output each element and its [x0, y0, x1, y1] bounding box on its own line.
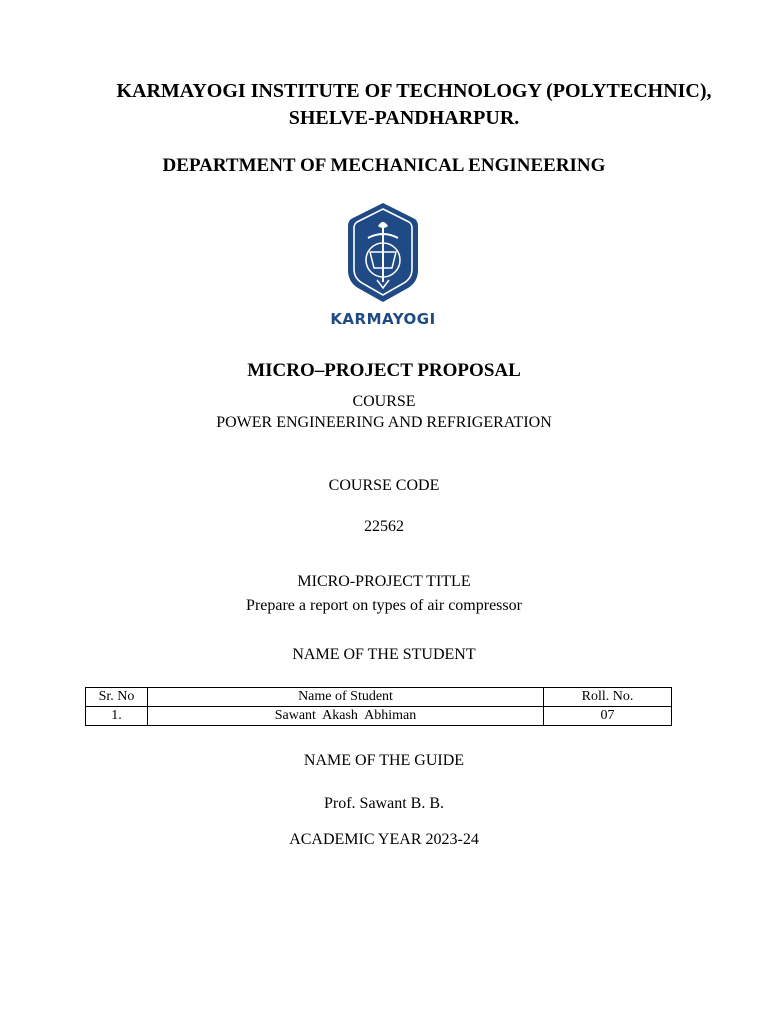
proposal-title: MICRO–PROJECT PROPOSAL — [247, 360, 521, 381]
cell-roll-no: 07 — [544, 707, 672, 726]
table-header-row — [86, 688, 672, 707]
course-label: COURSE — [352, 393, 416, 410]
column-header-sr-no: Sr. No — [86, 688, 148, 707]
course-code-label: COURSE CODE — [328, 477, 440, 494]
project-title-value: Prepare a report on types of air compressor — [246, 597, 522, 614]
shield-emblem-icon — [330, 200, 436, 306]
academic-year: ACADEMIC YEAR 2023-24 — [289, 831, 479, 848]
course-code-value: 22562 — [364, 518, 404, 535]
cell-student-name: Sawant Akash Abhiman — [148, 707, 544, 726]
guide-name: Prof. Sawant B. B. — [324, 795, 444, 812]
students-table — [85, 687, 672, 726]
column-header-roll-no: Roll. No. — [544, 688, 672, 707]
institute-name-line1: KARMAYOGI INSTITUTE OF TECHNOLOGY (POLYTECHNIC), — [116, 80, 712, 102]
table-row — [86, 707, 672, 726]
department-title: DEPARTMENT OF MECHANICAL ENGINEERING — [162, 155, 606, 176]
logo-wordmark: KARMAYOGI — [330, 310, 436, 328]
project-title-label: MICRO-PROJECT TITLE — [297, 573, 471, 590]
institute-logo — [330, 200, 436, 330]
course-name: POWER ENGINEERING AND REFRIGERATION — [216, 414, 552, 431]
cell-sr-no: 1. — [86, 707, 148, 726]
column-header-name: Name of Student — [148, 688, 544, 707]
guide-label: NAME OF THE GUIDE — [303, 752, 465, 769]
institute-name-line2: SHELVE-PANDHARPUR. — [288, 107, 520, 129]
student-section-label: NAME OF THE STUDENT — [292, 646, 476, 663]
